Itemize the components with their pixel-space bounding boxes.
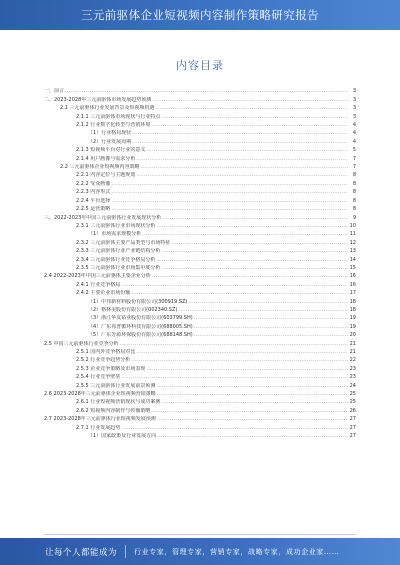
toc-entry-page: 23 — [349, 374, 356, 381]
toc-entry[interactable] — [44, 237, 356, 245]
toc-dot-leader — [111, 198, 348, 204]
toc-dot-leader — [188, 299, 348, 305]
toc-dot-leader — [178, 307, 348, 313]
toc-heading: 内容目录 — [176, 59, 224, 72]
toc-entry[interactable] — [44, 263, 356, 271]
toc-entry-page: 22 — [349, 357, 356, 364]
toc-entry-page: 18 — [349, 298, 356, 305]
toc-entry[interactable] — [44, 313, 356, 321]
toc-entry-label: 2.4 2022-2023年中国三元前驱体主要企业分析 — [44, 273, 151, 280]
toc-entry-page: 13 — [349, 248, 356, 255]
toc-entry-page: 26 — [349, 407, 356, 414]
toc-entry-label: 2.3.5 三元前驱体行业市场集中度分析 — [76, 264, 161, 271]
toc-entry[interactable] — [44, 296, 356, 304]
toc-dot-leader — [162, 215, 348, 221]
toc-dot-leader — [194, 315, 348, 321]
toc-dot-leader — [156, 383, 348, 389]
toc-entry[interactable] — [44, 389, 356, 397]
toc-entry-page: 3 — [352, 96, 356, 103]
toc-entry[interactable] — [44, 431, 356, 439]
toc-entry[interactable] — [44, 204, 356, 212]
toc-entry-label: 2.5.2 行业竞争趋势分析 — [76, 357, 131, 364]
toc-entry-label: 2.5.4 行业竞争壁垒 — [76, 374, 121, 381]
toc-entry-page: 25 — [349, 391, 356, 398]
toc-dot-leader — [161, 399, 348, 405]
toc-entry-label: （1）行业格局现状 — [88, 130, 132, 137]
toc-entry-label: 2.1.2 行业数字化转型与营销环境 — [76, 122, 151, 129]
toc-entry-page: 20 — [349, 332, 356, 339]
toc-entry-label: 2.2.3 内容形式 — [76, 189, 111, 196]
toc-dot-leader — [157, 433, 348, 439]
toc-entry[interactable] — [44, 229, 356, 237]
toc-entry[interactable] — [44, 422, 356, 430]
toc-entry[interactable] — [44, 271, 356, 279]
toc-entry-page: 3 — [352, 105, 356, 112]
toc-dot-leader — [132, 130, 348, 136]
toc-entry-label: （2）格林美股份有限公司(002340.SZ) — [88, 306, 178, 313]
toc-entry[interactable] — [44, 103, 356, 111]
toc-entry-page: 4 — [352, 138, 356, 145]
toc-entry-label: 2.3.4 三元前驱体行业竞争格局分析 — [76, 256, 156, 263]
toc-entry[interactable] — [44, 221, 356, 229]
toc-entry-page: 16 — [349, 281, 356, 288]
toc-entry-label: 三、2022-2023年中国三元前驱体行业发展现状分析 — [44, 214, 162, 221]
toc-entry[interactable] — [44, 288, 356, 296]
toc-dot-leader — [152, 97, 348, 103]
report-header-bar — [0, 0, 400, 30]
toc-dot-leader — [121, 425, 348, 431]
toc-entry-page: 25 — [349, 399, 356, 406]
toc-entry-label: 2.2.1 内容定位与主题规划 — [76, 172, 136, 179]
toc-entry[interactable] — [44, 414, 356, 422]
toc-entry[interactable] — [44, 279, 356, 287]
toc-entry-label: （2）行业发展周期 — [88, 138, 132, 145]
toc-entry-label: （1）国家政策及行业发展方向 — [88, 433, 157, 440]
toc-entry[interactable] — [44, 380, 356, 388]
toc-dot-leader — [120, 341, 348, 347]
toc-entry-label: 2.1.3 短视频平台对行业的意义 — [76, 147, 146, 154]
toc-entry-page: 17 — [349, 290, 356, 297]
toc-entry-page: 19 — [349, 323, 356, 330]
report-title: 三元前驱体企业短视频内容制作策略研究报告 — [81, 8, 319, 22]
toc-entry-page: 12 — [349, 239, 356, 246]
toc-entry-label: 2.5 中国三元前驱体行业竞争分析 — [44, 340, 119, 347]
toc-entry[interactable] — [44, 120, 356, 128]
toc-entry[interactable] — [44, 305, 356, 313]
toc-entry[interactable] — [44, 162, 356, 170]
toc-dot-leader — [136, 349, 348, 355]
toc-dot-leader — [161, 265, 348, 271]
toc-entry-label: （5）广东芳源环保股份有限公司(688148.SH) — [88, 332, 193, 339]
toc-entry-page: 23 — [349, 365, 356, 372]
toc-entry-page: 8 — [352, 206, 356, 213]
toc-entry-page: 21 — [349, 349, 356, 355]
table-of-contents — [44, 86, 356, 439]
toc-entry-label: 2.1.1 三元前驱体市场现状与行业特点 — [76, 113, 161, 120]
toc-entry-label: 2.5.3 企业竞争策略及市场表现 — [76, 365, 146, 372]
toc-dot-leader — [142, 231, 348, 237]
toc-entry[interactable] — [44, 321, 356, 329]
toc-entry-page: 8 — [352, 172, 356, 179]
toc-dot-leader — [111, 181, 348, 187]
toc-entry-page: 10 — [349, 222, 356, 229]
toc-dot-leader — [111, 206, 348, 212]
toc-entry-page: 14 — [349, 256, 356, 263]
toc-entry-label: 2.2.5 运营策略 — [76, 206, 111, 213]
toc-entry[interactable] — [44, 246, 356, 254]
toc-entry[interactable] — [44, 212, 356, 220]
toc-entry-page: 15 — [349, 264, 356, 271]
toc-dot-leader — [121, 374, 348, 380]
toc-entry[interactable] — [44, 372, 356, 380]
toc-entry-page: 21 — [349, 340, 356, 347]
toc-dot-leader — [141, 164, 348, 170]
toc-entry-label: 2.3.2 三元前驱体主要产品类型与市场特征 — [76, 239, 171, 246]
toc-dot-leader — [161, 248, 348, 254]
toc-entry[interactable] — [44, 330, 356, 338]
toc-entry-page: 5 — [352, 147, 356, 154]
toc-entry-label: 一、前言 — [44, 88, 65, 95]
toc-entry-page: 8 — [352, 197, 356, 204]
toc-entry[interactable] — [44, 86, 356, 94]
toc-entry[interactable] — [44, 136, 356, 144]
toc-entry[interactable] — [44, 254, 356, 262]
toc-entry[interactable] — [44, 405, 356, 413]
toc-entry-label: 2.5.1 国内外竞争格局对比 — [76, 349, 136, 355]
toc-entry-page: 3 — [352, 113, 356, 120]
toc-entry[interactable] — [44, 111, 356, 119]
toc-entry-label: 2.4.1 行业竞争格局 — [76, 281, 121, 288]
toc-entry[interactable] — [44, 187, 356, 195]
footer-slogan: 让每个人都能成为 — [45, 548, 118, 558]
toc-entry-page: 16 — [349, 273, 356, 280]
toc-dot-leader — [111, 189, 348, 195]
toc-entry-page: 3 — [352, 88, 356, 95]
toc-entry-label: 2.3.3 三元前驱体行业产业链结构分析 — [76, 248, 161, 255]
toc-entry[interactable] — [44, 397, 356, 405]
toc-dot-leader — [131, 290, 348, 296]
toc-dot-leader — [146, 147, 348, 153]
toc-entry-label: 2.1 三元前驱体行业发展背景及短视频机遇 — [60, 105, 155, 112]
toc-entry-label: 2.7 2023-2028年三元前驱体行业短视频发展预测 — [44, 416, 156, 423]
toc-entry-label: 2.6 2023-2028年三元前驱体企业短视频营销策略 — [44, 391, 156, 398]
toc-entry-label: 2.4.2 主要企业市场份额 — [76, 290, 131, 297]
toc-dot-leader — [136, 172, 348, 178]
toc-entry-page: 19 — [349, 315, 356, 322]
toc-entry[interactable] — [44, 153, 356, 161]
toc-dot-leader — [131, 357, 348, 363]
toc-entry-page: 27 — [349, 433, 356, 440]
toc-entry-page: 9 — [352, 214, 356, 221]
toc-entry-label: 2.6.1 行业短视频营销现状与成功案例 — [76, 399, 161, 406]
toc-dot-leader — [151, 408, 348, 414]
toc-dot-leader — [146, 366, 348, 372]
toc-entry-label: 2.3.1 三元前驱体行业市场现状分析 — [76, 222, 156, 229]
toc-dot-leader — [194, 324, 348, 330]
toc-entry-label: 二、2023-2028年三元前驱体市场发展趋势预测 — [44, 96, 152, 103]
toc-entry-label: 2.5.5 三元前驱体行业发展前景预测 — [76, 382, 156, 389]
toc-dot-leader — [151, 122, 348, 128]
toc-entry-page: 27 — [349, 424, 356, 431]
toc-dot-leader — [194, 332, 348, 338]
toc-entry[interactable] — [44, 178, 356, 186]
toc-entry-label: 2.6.2 短视频内容制作与传播策略 — [76, 407, 151, 414]
toc-dot-leader — [156, 105, 348, 111]
footer-divider — [125, 545, 126, 558]
toc-entry-label: 2.2.4 平台选择 — [76, 197, 111, 204]
toc-dot-leader — [152, 273, 348, 279]
toc-entry-label: 2.2.2 受众画像 — [76, 180, 111, 187]
toc-dot-leader — [171, 240, 348, 246]
toc-entry[interactable] — [44, 347, 356, 355]
toc-entry-page: 4 — [352, 130, 356, 137]
toc-entry[interactable] — [44, 145, 356, 153]
toc-entry[interactable] — [44, 355, 356, 363]
toc-entry[interactable] — [44, 338, 356, 346]
footer-bar — [0, 538, 400, 565]
toc-entry-label: （3）浙江华友钴业股份有限公司(603799.SH) — [88, 315, 193, 322]
toc-entry-page: 11 — [349, 231, 356, 238]
toc-dot-leader — [156, 223, 348, 229]
toc-entry-label: （4）广东邦普循环科技有限公司(688005.SH) — [88, 323, 193, 330]
toc-entry[interactable] — [44, 128, 356, 136]
toc-dot-leader — [132, 139, 348, 145]
toc-dot-leader — [157, 416, 348, 422]
toc-entry-page: 7 — [352, 164, 356, 171]
toc-dot-leader — [136, 156, 348, 162]
toc-entry-label: 2.1.4 用户画像与需求分析 — [76, 155, 136, 162]
toc-entry-label: （1）市场需求规模分析 — [88, 231, 142, 238]
footer-tagline: 行业专家，管理专家，营销专家，战略专家，成功企业家…… — [134, 548, 340, 556]
toc-entry[interactable] — [44, 170, 356, 178]
toc-entry-page: 24 — [349, 382, 356, 389]
toc-dot-leader — [65, 88, 348, 94]
toc-entry-label: 2.2 三元前驱体企业短视频内容策略 — [60, 164, 140, 171]
toc-dot-leader — [121, 282, 348, 288]
toc-entry-label: 2.7.1 行业发展趋势 — [76, 424, 121, 431]
toc-entry-page: 7 — [352, 155, 356, 162]
toc-entry-page: 8 — [352, 189, 356, 196]
toc-entry-label: （1）中伟新材料股份有限公司(300919.SZ) — [88, 298, 188, 305]
toc-entry-page: 8 — [352, 180, 356, 187]
toc-entry-page: 4 — [352, 122, 356, 129]
toc-entry[interactable] — [44, 195, 356, 203]
toc-entry-page: 27 — [349, 416, 356, 423]
toc-entry-page: 18 — [349, 306, 356, 313]
toc-entry[interactable] — [44, 94, 356, 102]
toc-dot-leader — [157, 391, 348, 397]
toc-entry[interactable] — [44, 363, 356, 371]
divider — [44, 534, 356, 535]
toc-dot-leader — [156, 257, 348, 263]
toc-dot-leader — [161, 114, 348, 120]
